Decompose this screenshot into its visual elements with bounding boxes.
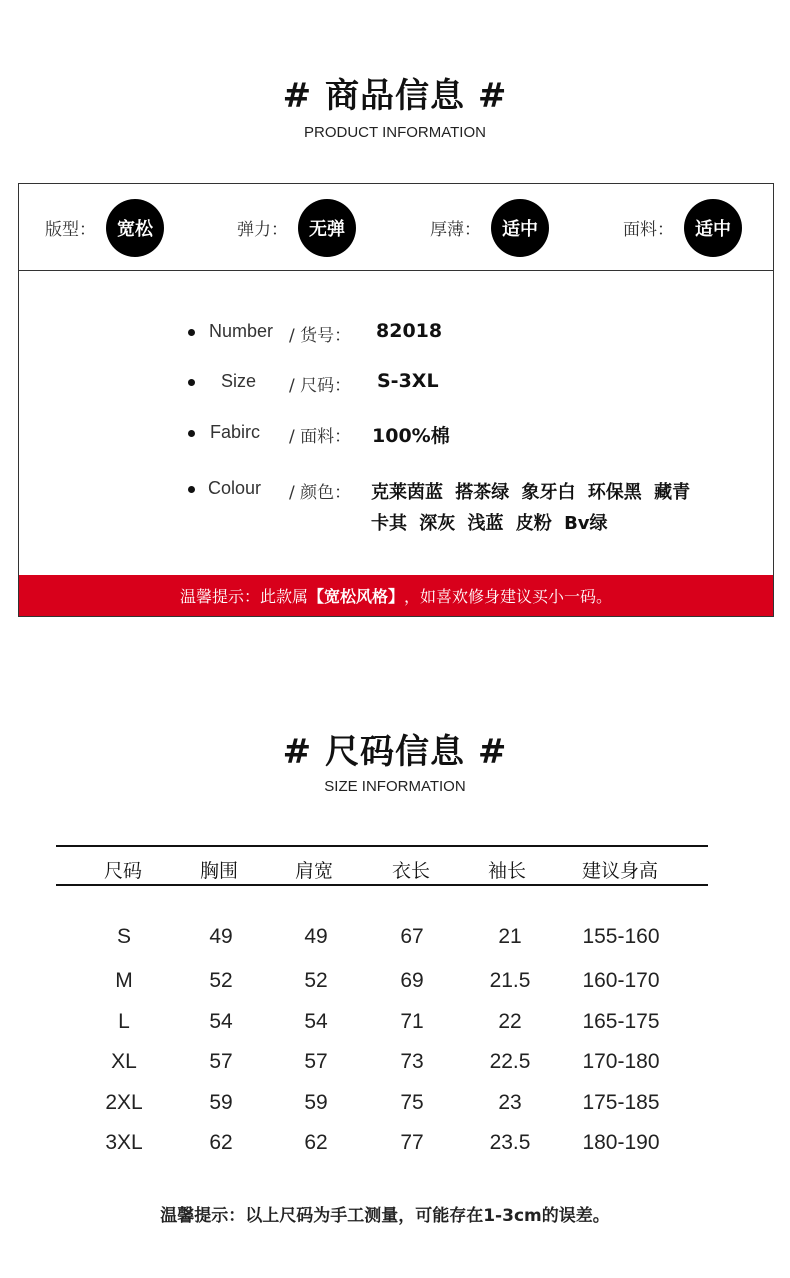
table-header-rule bbox=[56, 884, 708, 886]
warning-suffix: ，如喜欢修身建议买小一码。 bbox=[404, 587, 613, 606]
fit-warning-banner bbox=[19, 575, 773, 616]
table-row bbox=[0, 1091, 790, 1121]
table-cell: 54 bbox=[304, 1010, 328, 1033]
warning-prefix: 温馨提示：此款属 bbox=[179, 587, 308, 606]
table-row bbox=[0, 925, 790, 955]
table-header-chest: 胸围 bbox=[199, 860, 238, 882]
spec-label-cn: / 颜色： bbox=[289, 483, 352, 503]
table-cell: 69 bbox=[400, 969, 424, 992]
table-cell: 21.5 bbox=[489, 969, 531, 992]
spec-label-en: Number bbox=[209, 321, 274, 341]
table-cell: 23.5 bbox=[489, 1131, 531, 1154]
attribute-value-badge: 无弹 bbox=[298, 199, 356, 257]
table-cell: 73 bbox=[400, 1050, 424, 1073]
table-cell: 21 bbox=[498, 925, 522, 948]
colour-list-line-1: 克莱茵蓝 搭茶绿 象牙白 环保黑 藏青 bbox=[371, 482, 691, 503]
table-cell: 62 bbox=[304, 1131, 328, 1154]
table-header-sleeve: 袖长 bbox=[487, 860, 526, 882]
size-info-title: # 尺码信息 # bbox=[282, 732, 508, 772]
attribute-thickness bbox=[430, 184, 549, 271]
table-header-length: 衣长 bbox=[391, 860, 430, 882]
table-cell: 170-180 bbox=[582, 1050, 660, 1073]
spec-label-en: Size bbox=[221, 371, 257, 391]
spec-label-cn: / 面料： bbox=[289, 427, 352, 447]
table-row bbox=[0, 1050, 790, 1080]
table-header-shoulder: 肩宽 bbox=[294, 860, 333, 882]
table-cell: 77 bbox=[400, 1131, 424, 1154]
table-row bbox=[0, 969, 790, 999]
table-cell: 54 bbox=[209, 1010, 233, 1033]
attribute-elasticity bbox=[237, 184, 356, 271]
table-cell: S bbox=[116, 925, 131, 948]
spec-label-en: Colour bbox=[208, 478, 262, 498]
colour-list-line-2: 卡其 深灰 浅蓝 皮粉 Bv绿 bbox=[371, 513, 608, 534]
size-info-subtitle: SIZE INFORMATION bbox=[324, 778, 466, 795]
table-cell: 49 bbox=[209, 925, 233, 948]
product-info-subtitle: PRODUCT INFORMATION bbox=[304, 124, 486, 141]
table-top-rule bbox=[56, 845, 708, 847]
spec-label-cn: / 尺码： bbox=[289, 376, 352, 396]
table-cell: XL bbox=[111, 1050, 137, 1073]
table-cell: 59 bbox=[209, 1091, 233, 1114]
table-cell: 71 bbox=[400, 1010, 424, 1033]
measurement-note: 温馨提示：以上尺码为手工测量，可能存在1-3cm的误差。 bbox=[160, 1206, 610, 1226]
table-cell: 155-160 bbox=[582, 925, 660, 948]
table-cell: 57 bbox=[304, 1050, 328, 1073]
table-cell: 52 bbox=[209, 969, 233, 992]
spec-label-cn: / 货号： bbox=[289, 326, 352, 346]
product-attributes-panel bbox=[18, 183, 774, 617]
bullet-icon bbox=[188, 329, 195, 336]
table-cell: 22 bbox=[498, 1010, 522, 1033]
table-cell: 67 bbox=[400, 925, 424, 948]
attribute-value-badge: 宽松 bbox=[106, 199, 164, 257]
table-cell: 57 bbox=[209, 1050, 233, 1073]
table-cell: 3XL bbox=[105, 1131, 143, 1154]
table-cell: 175-185 bbox=[582, 1091, 660, 1114]
attribute-fit bbox=[45, 184, 164, 271]
attribute-value-badge: 适中 bbox=[684, 199, 742, 257]
table-cell: 52 bbox=[304, 969, 328, 992]
spec-value: S-3XL bbox=[377, 370, 439, 392]
table-cell: 49 bbox=[304, 925, 328, 948]
table-cell: 59 bbox=[304, 1091, 328, 1114]
attribute-label: 面料： bbox=[623, 220, 674, 240]
table-row bbox=[0, 1010, 790, 1040]
attribute-label: 弹力： bbox=[237, 220, 288, 240]
table-cell: 165-175 bbox=[582, 1010, 660, 1033]
spec-label-en: Fabirc bbox=[210, 422, 261, 442]
table-cell: 180-190 bbox=[582, 1131, 660, 1154]
table-header-height: 建议身高 bbox=[581, 860, 658, 882]
table-cell: 22.5 bbox=[489, 1050, 531, 1073]
table-cell: 2XL bbox=[105, 1091, 143, 1114]
table-row bbox=[0, 1131, 790, 1161]
attribute-material bbox=[623, 184, 742, 271]
attribute-value-badge: 适中 bbox=[491, 199, 549, 257]
table-cell: 75 bbox=[400, 1091, 424, 1114]
spec-value: 82018 bbox=[376, 320, 443, 342]
attribute-row bbox=[19, 184, 773, 271]
product-info-title: # 商品信息 # bbox=[282, 76, 508, 116]
table-cell: M bbox=[115, 969, 133, 992]
spec-value: 100%棉 bbox=[372, 425, 450, 447]
table-cell: 23 bbox=[498, 1091, 522, 1114]
bullet-icon bbox=[188, 486, 195, 493]
table-cell: 62 bbox=[209, 1131, 233, 1154]
table-cell: 160-170 bbox=[582, 969, 660, 992]
attribute-label: 厚薄： bbox=[430, 220, 481, 240]
attribute-label: 版型： bbox=[45, 220, 96, 240]
bullet-icon bbox=[188, 379, 195, 386]
warning-highlight: 【宽松风格】 bbox=[307, 587, 404, 606]
bullet-icon bbox=[188, 430, 195, 437]
table-header-size: 尺码 bbox=[103, 860, 142, 882]
table-cell: L bbox=[118, 1010, 130, 1033]
